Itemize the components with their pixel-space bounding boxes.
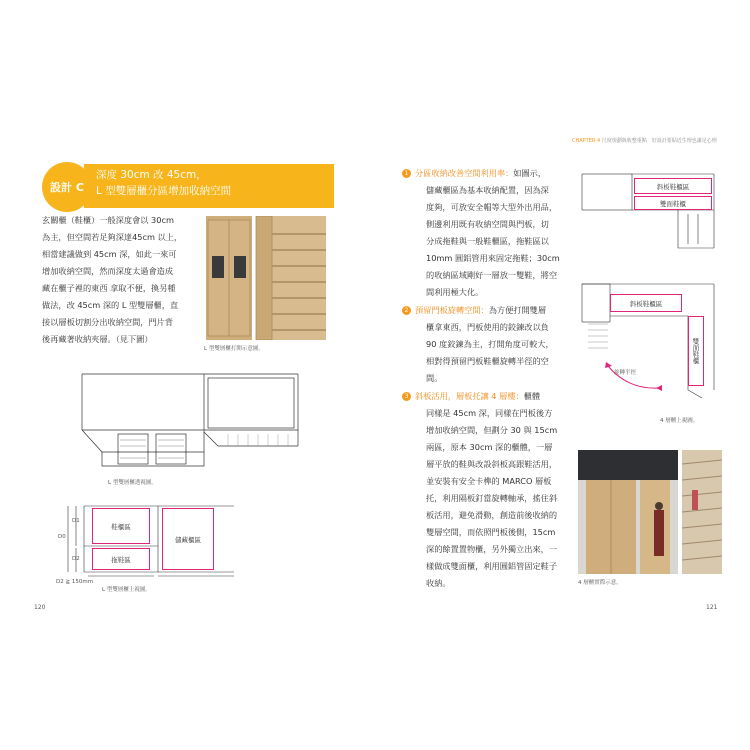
item-line: 樣做成雙面櫃，利用圓鋁管固定鞋子 [426, 561, 558, 571]
shoe-zone-box: 鞋櫃區 [92, 508, 150, 544]
perspective-drawing [78, 370, 302, 470]
double-shoe-box: 雙面鞋櫃 [634, 196, 712, 210]
item-line: 如圖示， [513, 168, 547, 178]
item-line: 間。 [426, 373, 443, 383]
dim-d1: D1 [72, 518, 80, 524]
item-line: 10mm 圓鋁管用來固定拖鞋；30cm [426, 253, 560, 263]
item-line: 為方便打開雙層 [488, 305, 547, 315]
item-line: 層平放的鞋與改設斜板高跟鞋活用， [426, 459, 558, 469]
item-line: 增加收納空間，但劃分 30 與 15cm [426, 425, 558, 435]
item-line: 相對得預留門板鞋櫃旋轉半徑的空 [426, 356, 549, 366]
item-line: 的收納區域剛好一層放一雙鞋，將空 [426, 270, 558, 280]
item-line: 櫃體 [523, 391, 541, 401]
dim-d2: D2 [72, 556, 80, 562]
item-line: 同樣是 45cm 深，同樣在門板後方 [426, 408, 553, 418]
paragraph-line: 增加收納空間，然而深度太過會造成 [42, 266, 174, 276]
rotate-radius-label: 旋轉半徑 [614, 370, 637, 376]
item-line: 儲藏櫃區為基本收納配置，因為深 [426, 185, 549, 195]
chapter-label: CHAPTER 4 [572, 138, 601, 144]
item-line: 90 度鉸鍊為主，打開角度可較大， [426, 339, 554, 349]
paragraph-line: 接以層板切割分出收納空間，門片背 [42, 317, 174, 327]
item-line: 櫃拿東西，門板使用的鉸鍊改以負 [426, 322, 549, 332]
plan-view [58, 500, 238, 580]
cabinet-photo-right [578, 450, 678, 574]
page-number-right: 121 [706, 604, 718, 611]
item-line: 收納。 [426, 578, 451, 588]
item-line: 分成拖鞋與一般鞋櫃區，拖鞋區以 [426, 236, 549, 246]
paragraph-line: 為主，但空間若足夠深達45cm 以上， [42, 232, 183, 242]
shelf-photo-right [682, 450, 722, 574]
cabinet-photo [206, 216, 326, 340]
title-line-1: 深度 30cm 改 45cm， [96, 169, 207, 181]
item-line: 並安裝有安全卡榫的 MARCO 層板 [426, 476, 552, 486]
slant-shoe-zone-box-2: 斜板鞋櫃區 [610, 294, 682, 312]
design-badge: 設計 C [42, 162, 92, 212]
d2-note: D2 ≧ 150mm [56, 579, 94, 585]
plan-caption: L 型雙層櫃上視圖。 [102, 587, 151, 593]
section-title [84, 164, 334, 208]
item-line: 度夠，可放安全帽等大型外出用品， [426, 202, 558, 212]
slipper-zone-box: 拖鞋區 [92, 548, 150, 570]
chapter-header [572, 137, 717, 144]
paragraph-line: 相當建議做到 45cm 深，如此一來可 [42, 249, 177, 259]
item-2 [402, 302, 568, 387]
item-lead: 斜板活用，層板托讓 4 層樓： [415, 391, 524, 401]
item-line: 間利用極大化。 [426, 287, 484, 297]
item-line: 雙層空間，而依照門板後側，15cm [426, 527, 556, 537]
item-number: 1 [402, 169, 411, 178]
perspective-caption: L 型雙層櫃透視圖。 [108, 480, 157, 486]
left-paragraph [42, 212, 202, 348]
diagram-2-caption: 4 層櫃上視圖。 [660, 418, 699, 424]
paragraph-line: 藏在櫃子裡的東西 拿取不便，換另種 [42, 283, 176, 293]
dim-d0: D0 [58, 534, 66, 540]
photo-caption: L 型雙層櫃打開示意圖。 [204, 346, 264, 352]
item-number: 3 [402, 392, 411, 401]
item-1 [402, 165, 568, 301]
photo-caption-right: 4 層櫃實際示意。 [578, 580, 622, 586]
paragraph-line: 後再藏著收納夾層。（見下圖） [42, 334, 153, 344]
storage-zone-box: 儲藏櫃區 [162, 508, 214, 570]
paragraph-line: 做法，改 45cm 深的 L 型雙層櫃，直 [42, 300, 179, 310]
title-line-2: L 型雙層櫃分區增加收納空間 [96, 185, 232, 197]
item-line: 板活用，避免滑動，創造前後收納的 [426, 510, 558, 520]
item-line: 深的餘置置物櫃，另外獨立出來，一 [426, 544, 558, 554]
item-line: 兩區，原本 30cm 深的櫃體，一層 [426, 442, 553, 452]
diagram-2 [578, 280, 718, 420]
diagram-1 [578, 170, 718, 252]
item-3 [402, 388, 572, 592]
item-line: 側邊利用既有收納空間與門板，切 [426, 219, 549, 229]
item-line: 托，利用隔板釘當旋轉軸承，搖住斜 [426, 493, 558, 503]
chapter-title: 尺度規劃與收整重點 好設計要貼近生理也滿足心理 [601, 138, 717, 144]
double-shoe-vertical-box: 雙面鞋櫃 [688, 316, 704, 386]
page-number-left: 120 [34, 604, 46, 611]
item-lead: 預留門板旋轉空間： [415, 305, 489, 315]
paragraph-line: 玄關櫃（鞋櫃）一般深度會以 30cm [42, 215, 174, 225]
slant-shoe-zone-box: 斜板鞋櫃區 [634, 178, 712, 194]
item-lead: 分區收納改善空間利用率： [415, 168, 514, 178]
item-number: 2 [402, 306, 411, 315]
